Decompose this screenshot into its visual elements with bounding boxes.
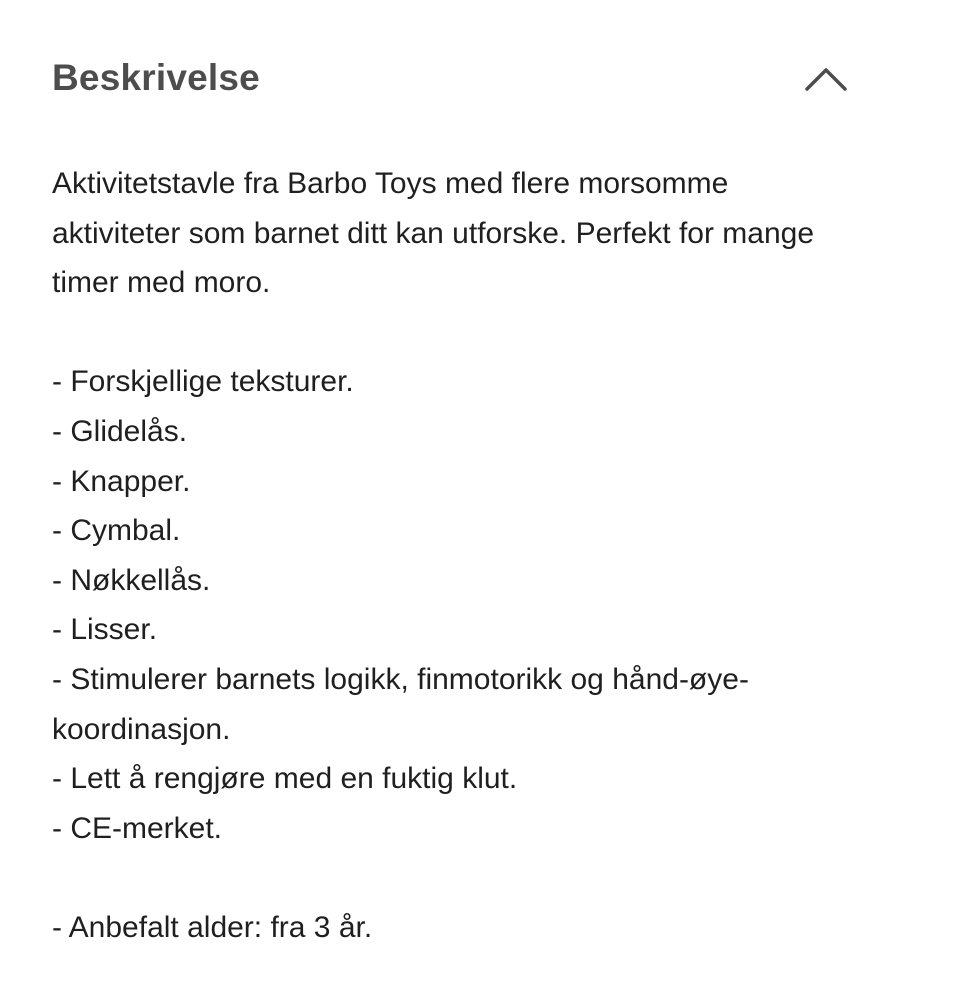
list-item: - Nøkkellås. [52,563,211,597]
description-body [52,159,852,953]
feature-list [52,357,852,853]
list-item: - Lett å rengjøre med en fuktig klut. [52,762,518,796]
paragraph-gap [52,853,852,903]
description-intro: Aktivitetstavle fra Barbo Toys med flere morsomme aktiviteter som barnet ditt kan utforske. Perfekt for mange timer med moro. [52,167,815,300]
age-recommendation: - Anbefalt alder: fra 3 år. [52,910,373,944]
list-item: - Glidelås. [52,414,188,448]
list-item: - Lisser. [52,613,158,647]
list-item: - Knapper. [52,464,191,498]
accordion-header[interactable] [52,0,852,150]
chevron-up-icon[interactable] [804,62,848,94]
list-item: - CE-merket. [52,811,223,845]
description-accordion [52,0,852,944]
accordion-title: Beskrivelse [52,57,260,98]
paragraph-gap [52,308,852,358]
list-item: - Stimulerer barnets logikk, finmotorikk og hånd-øye-koordinasjon. [52,662,749,746]
list-item: - Forskjellige teksturer. [52,365,354,399]
list-item: - Cymbal. [52,514,181,548]
